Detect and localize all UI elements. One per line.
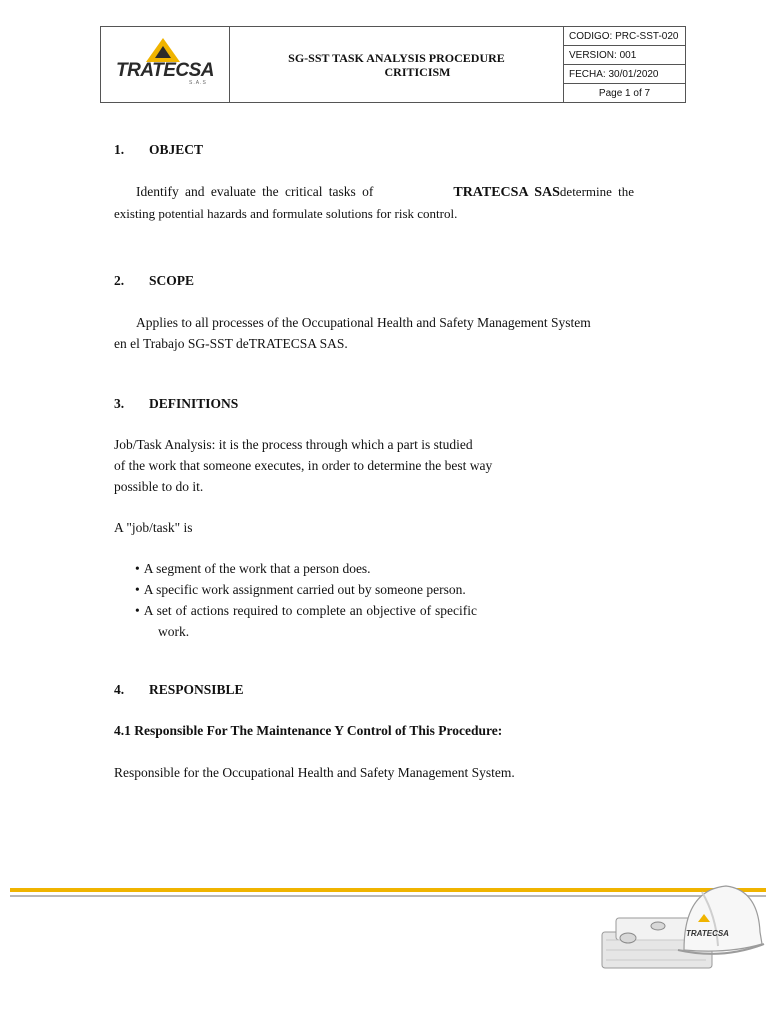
definition-bullet-list	[114, 558, 477, 642]
version-field: VERSION: 001	[564, 46, 685, 65]
logo-text: TRATECSA	[116, 60, 215, 81]
object-text-a: Identify and evaluate the critical tasks of	[136, 184, 374, 199]
definition-intro: A "job/task" is	[114, 520, 193, 535]
document-title	[230, 27, 564, 102]
title-line-2: CRITICISM	[384, 64, 451, 79]
section-number: 2.	[114, 273, 125, 288]
section-title: RESPONSIBLE	[149, 682, 244, 697]
logo-subtext: S.A.S	[189, 80, 207, 86]
object-company: TRATECSA SAS	[453, 185, 560, 200]
fecha-field: FECHA: 30/01/2020	[564, 65, 685, 84]
section-heading-scope	[114, 273, 648, 289]
title-line-1: SG-SST TASK ANALYSIS PROCEDURE	[288, 50, 505, 65]
section-heading-object	[114, 142, 648, 158]
list-item: • A segment of the work that a person does.	[135, 558, 477, 579]
section-number: 1.	[114, 142, 125, 157]
section-heading-responsible	[114, 682, 648, 698]
section-number: 4.	[114, 682, 125, 697]
list-item: • A set of actions required to complete an objective of specific work.	[135, 600, 477, 642]
object-paragraph	[114, 181, 634, 224]
section-title: OBJECT	[149, 142, 204, 157]
section-title: DEFINITIONS	[149, 396, 239, 411]
codigo-field: CODIGO: PRC-SST-020	[564, 27, 685, 46]
object-text-b: determine the existing potential hazards and formulate solutions for risk control.	[114, 184, 634, 221]
page-number: Page 1 of 7	[598, 87, 651, 99]
subsection-heading: 4.1 Responsible For The Maintenance Y Control of This Procedure:	[114, 723, 503, 738]
responsible-paragraph: Responsible for the Occupational Health and Safety Management System.	[114, 765, 515, 780]
list-item: • A specific work assignment carried out by someone person.	[135, 579, 477, 600]
logo-cell	[101, 27, 230, 102]
document-meta	[564, 27, 685, 102]
scope-line-2: en el Trabajo SG-SST deTRATECSA SAS.	[114, 336, 348, 351]
section-title: SCOPE	[149, 273, 195, 288]
helmet-brand-text: TRATECSA	[686, 929, 729, 938]
scope-line-1: Applies to all processes of the Occupational Health and Safety Management System	[136, 315, 591, 330]
document-body	[114, 142, 648, 783]
tratecsa-logo-icon	[146, 38, 180, 62]
definition-line-2: of the work that someone executes, in order to determine the best way	[114, 458, 493, 473]
section-heading-definitions	[114, 396, 648, 412]
definition-line-1: Job/Task Analysis: it is the process through which a part is studied	[114, 437, 473, 452]
section-number: 3.	[114, 396, 125, 411]
definition-line-3: possible to do it.	[114, 479, 204, 494]
helmet-blueprint-icon	[598, 880, 766, 974]
document-header	[100, 26, 686, 103]
